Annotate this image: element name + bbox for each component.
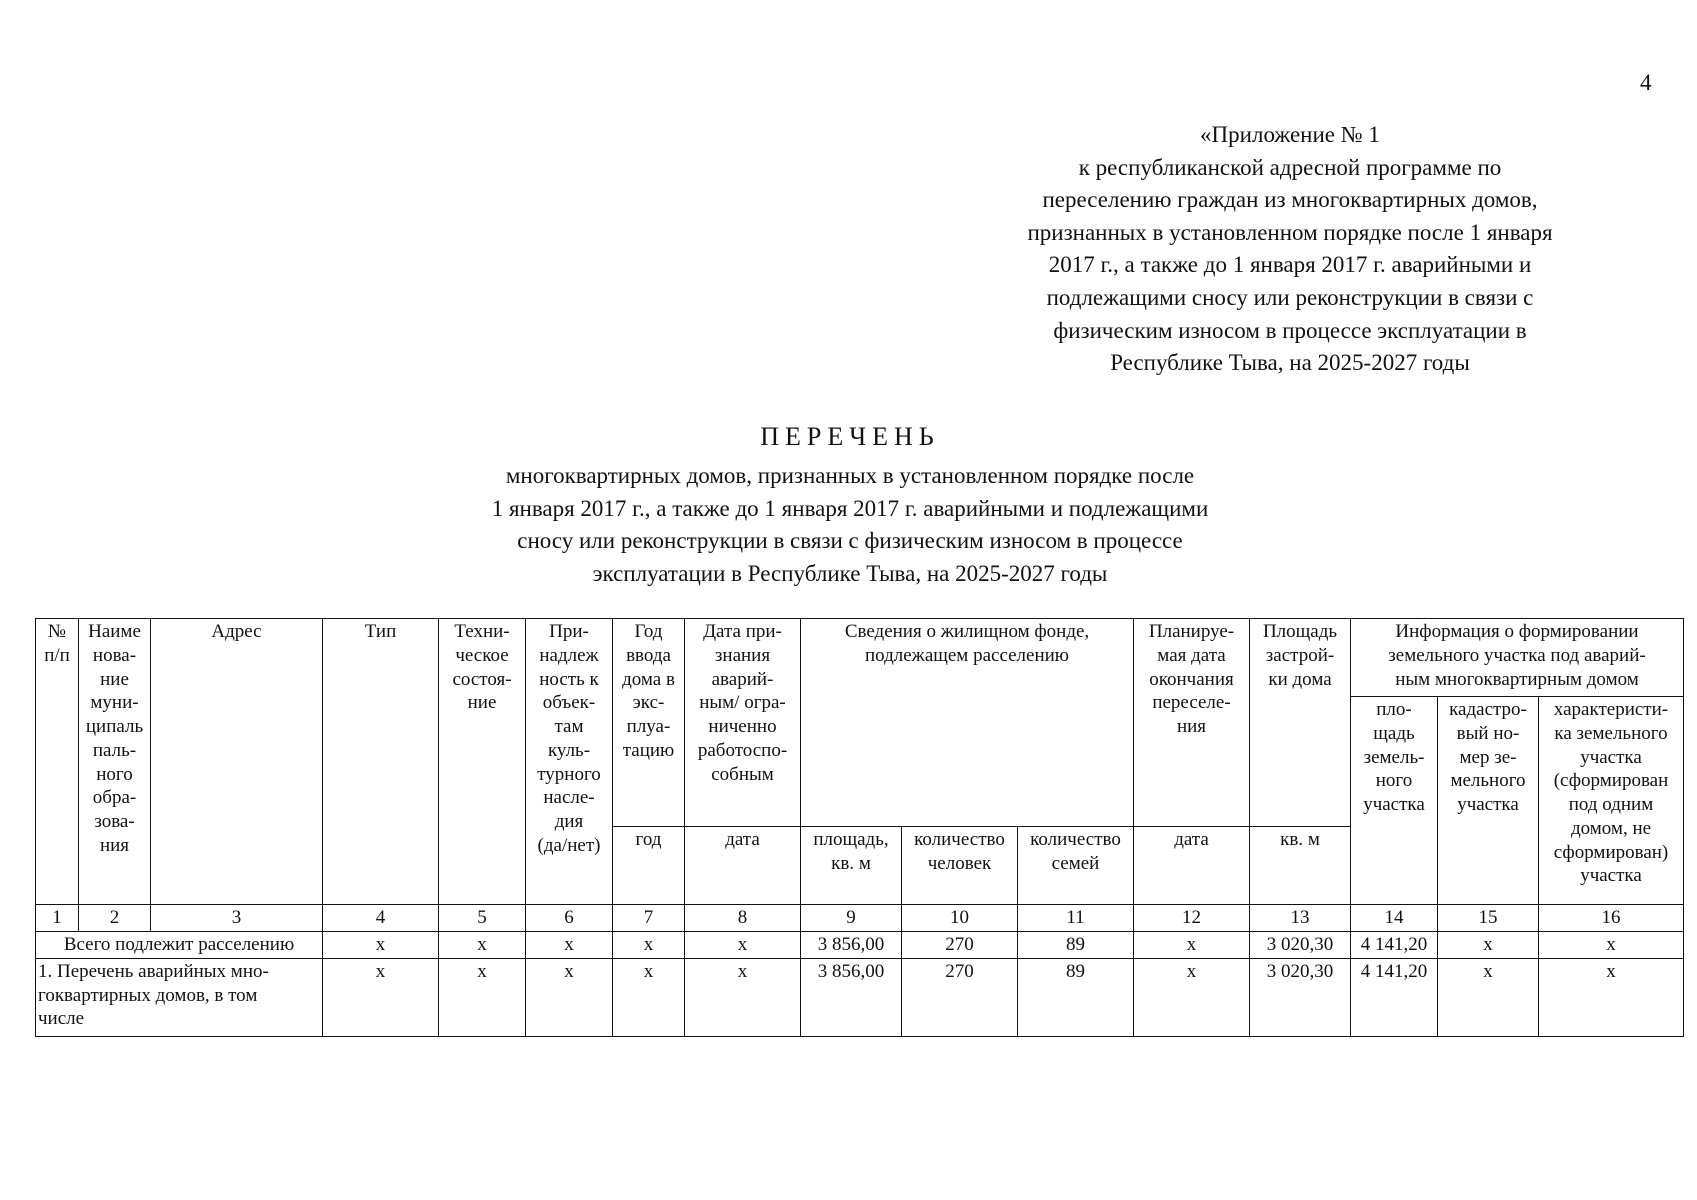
unit-recognition-date: дата bbox=[685, 827, 801, 905]
appendix-line: подлежащими сносу или реконструкции в связи с bbox=[1046, 284, 1534, 310]
cell-date: х bbox=[685, 931, 801, 958]
cell-cadastral: х bbox=[1438, 931, 1539, 958]
cell-families: 89 bbox=[1018, 958, 1134, 1036]
cell-people: 270 bbox=[902, 931, 1018, 958]
table-row bbox=[36, 931, 1684, 958]
header-year: Год ввода дома в экс- плуа- тацию bbox=[613, 619, 685, 827]
cell-condition: х bbox=[439, 931, 526, 958]
table-row bbox=[36, 958, 1684, 1036]
column-number: 1 bbox=[36, 905, 79, 932]
header-type: Тип bbox=[323, 619, 439, 905]
header-land-area: пло- щадь земель- ного участка bbox=[1351, 697, 1438, 905]
row-label: 1. Перечень аварийных мно- гоквартирных домов, в том числе bbox=[36, 958, 323, 1036]
header-condition: Техни- ческое состоя- ние bbox=[439, 619, 526, 905]
cell-building-area: 3 020,30 bbox=[1250, 931, 1351, 958]
subtitle-line: многоквартирных домов, признанных в установленном порядке после bbox=[505, 463, 1195, 488]
cell-planned: х bbox=[1134, 931, 1250, 958]
cell-type: х bbox=[323, 958, 439, 1036]
appendix-line: «Приложение № 1 bbox=[1200, 122, 1380, 147]
document-subtitle bbox=[360, 460, 1340, 590]
cell-heritage: х bbox=[526, 931, 613, 958]
cell-building-area: 3 020,30 bbox=[1250, 958, 1351, 1036]
cell-land-area: 4 141,20 bbox=[1351, 958, 1438, 1036]
cell-type: х bbox=[323, 931, 439, 958]
column-number: 2 bbox=[79, 905, 151, 932]
column-numbers-row bbox=[36, 905, 1684, 932]
column-number: 6 bbox=[526, 905, 613, 932]
header-row-1 bbox=[36, 619, 1684, 697]
cell-planned: х bbox=[1134, 958, 1250, 1036]
column-number: 11 bbox=[1018, 905, 1134, 932]
unit-people: количество человек bbox=[902, 827, 1018, 905]
document-title: ПЕРЕЧЕНЬ bbox=[760, 422, 940, 451]
unit-area: площадь, кв. м bbox=[801, 827, 902, 905]
unit-planned-date: дата bbox=[1134, 827, 1250, 905]
cell-people: 270 bbox=[902, 958, 1018, 1036]
housing-registry-table bbox=[35, 618, 1684, 1037]
unit-year: год bbox=[613, 827, 685, 905]
appendix-line: Республике Тыва, на 2025-2027 годы bbox=[1110, 350, 1470, 376]
cell-land-area: 4 141,20 bbox=[1351, 931, 1438, 958]
header-housing-fund: Сведения о жилищном фонде, подлежащем расселению bbox=[801, 619, 1134, 827]
appendix-line: признанных в установленном порядке после 1 января bbox=[1027, 219, 1553, 245]
unit-families: количество семей bbox=[1018, 827, 1134, 905]
cell-year: х bbox=[613, 931, 685, 958]
appendix-line: переселению граждан из многоквартирных домов, bbox=[1042, 187, 1538, 213]
cell-year: х bbox=[613, 958, 685, 1036]
appendix-reference bbox=[960, 119, 1620, 380]
column-number: 14 bbox=[1351, 905, 1438, 932]
header-municipality: Наиме нова- ние муни- ципаль паль- ного обра- зова- ния bbox=[79, 619, 151, 905]
header-planned-date: Планируе- мая дата окончания переселе- ния bbox=[1134, 619, 1250, 827]
header-building-area: Площадь застрой- ки дома bbox=[1250, 619, 1351, 827]
column-number: 10 bbox=[902, 905, 1018, 932]
appendix-line: физическим износом в процессе эксплуатации в bbox=[1053, 317, 1527, 343]
row-label: Всего подлежит расселению bbox=[36, 931, 323, 958]
column-number: 4 bbox=[323, 905, 439, 932]
column-number: 12 bbox=[1134, 905, 1250, 932]
appendix-line: к республиканской адресной программе по bbox=[1078, 154, 1502, 180]
column-number: 8 bbox=[685, 905, 801, 932]
column-number: 16 bbox=[1539, 905, 1684, 932]
cell-cadastral: х bbox=[1438, 958, 1539, 1036]
column-number: 9 bbox=[801, 905, 902, 932]
cell-families: 89 bbox=[1018, 931, 1134, 958]
cell-land-characteristic: х bbox=[1539, 931, 1684, 958]
column-number: 13 bbox=[1250, 905, 1351, 932]
header-land-info: Информация о формировании земельного участка под аварий- ным многоквартирным домом bbox=[1351, 619, 1684, 697]
column-number: 7 bbox=[613, 905, 685, 932]
header-cadastral: кадастро- вый но- мер зе- мельного участка bbox=[1438, 697, 1539, 905]
column-number: 15 bbox=[1438, 905, 1539, 932]
unit-building-area: кв. м bbox=[1250, 827, 1351, 905]
header-land-characteristic: характеристи- ка земельного участка (сформирован под одним домом, не сформирован) участка bbox=[1539, 697, 1684, 905]
header-heritage: При- надлеж ность к объек- там куль- турного насле- дия (да/нет) bbox=[526, 619, 613, 905]
cell-condition: х bbox=[439, 958, 526, 1036]
column-number: 3 bbox=[151, 905, 323, 932]
page-number: 4 bbox=[1640, 70, 1652, 95]
column-number: 5 bbox=[439, 905, 526, 932]
cell-area: 3 856,00 bbox=[801, 931, 902, 958]
cell-date: х bbox=[685, 958, 801, 1036]
header-recognition-date: Дата при- знания аварий- ным/ огра- ниченно работоспо- собным bbox=[685, 619, 801, 827]
cell-heritage: х bbox=[526, 958, 613, 1036]
header-address: Адрес bbox=[151, 619, 323, 905]
cell-area: 3 856,00 bbox=[801, 958, 902, 1036]
subtitle-line: эксплуатации в Республике Тыва, на 2025-2027 годы bbox=[592, 560, 1108, 586]
appendix-line: 2017 г., а также до 1 января 2017 г. аварийными и bbox=[1048, 252, 1532, 278]
header-num: № п/п bbox=[36, 619, 79, 905]
cell-land-characteristic: х bbox=[1539, 958, 1684, 1036]
subtitle-line: 1 января 2017 г., а также до 1 января 2017 г. аварийными и подлежащими bbox=[491, 495, 1209, 521]
subtitle-line: сносу или реконструкции в связи с физическим износом в процессе bbox=[517, 528, 1183, 553]
